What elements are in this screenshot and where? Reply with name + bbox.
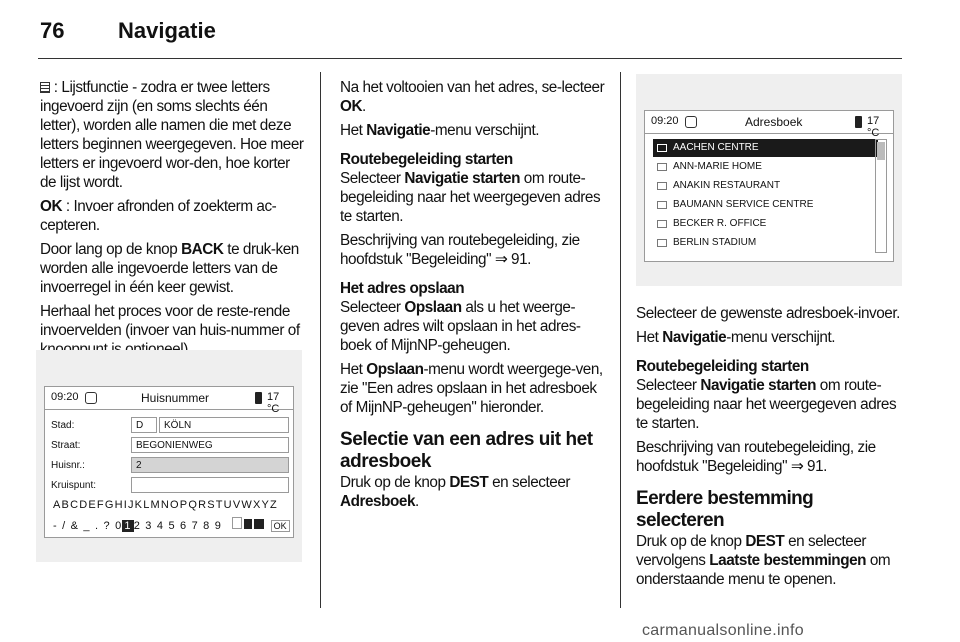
kruispunt-field[interactable] [131,477,289,493]
keyboard-selected-key[interactable]: 1 [124,520,132,532]
header-rule [38,58,902,59]
column-2: Na het voltooien van het adres, se-lecteer OK. Het Navigatie-menu verschijnt. Routebegeleiding starten Selecteer Navigatie starten om route-begeleiding naar het weergegeven adres te starten. Beschrijving van routebegeleiding, zie hoofdstuk "Begeleiding" ⇒ 91. Het adres opslaan Selecteer Opslaan als u het weerge-geven adres wilt opslaan in het adres-boek of MijnNP-geheugen. Het Opslaan-menu wordt weergege-ven, zie "Een adres opslaan in het adresboek of MijnNP-geheugen" hieronder. Selectie van een adres uit het adresboek Druk op de knop DEST en selecteer Adresboek. [340,79,605,510]
address-icon [657,144,667,152]
watermark: carmanualsonline.info [642,622,804,639]
field-straat: Straat: BEGONIENWEG [51,437,281,455]
address-item[interactable]: BERLIN STADIUM [653,234,878,252]
stad-city-field[interactable]: KÖLN [159,417,289,433]
screen-status-bar [645,111,893,139]
column-divider-1 [320,72,321,608]
repeat-paragraph: Herhaal het proces voor de reste-rende invoervelden (invoer van huis-nummer of [40,303,300,339]
cursor-icon[interactable] [244,519,252,529]
address-item[interactable]: ANAKIN RESTAURANT [653,177,878,195]
address-item[interactable]: ANN-MARIE HOME [653,158,878,176]
page-header [40,12,902,52]
huisnr-field[interactable]: 2 [131,457,289,473]
column-divider-2 [620,72,621,608]
list-icon [40,82,50,93]
screen-adresboek [644,110,894,262]
subheading-routebegeleiding: Routebegeleiding starten [340,151,513,168]
page-title: Navigatie [118,18,216,43]
list-scrollbar[interactable] [875,139,887,253]
screen-title: Adresboek [745,115,803,129]
straat-field[interactable]: BEGONIENWEG [131,437,289,453]
subheading-adres-opslaan: Het adres opslaan [340,280,465,297]
field-stad: Stad: D KÖLN [51,417,281,435]
column-1 [40,78,306,364]
field-kruispunt: Kruispunt: [51,477,281,495]
ok-key[interactable]: OK [271,520,290,532]
screen-image-adresboek [636,74,902,286]
scrollbar-thumb[interactable] [877,142,885,160]
clock-icon [685,116,697,130]
address-icon [657,220,667,228]
backspace-icon[interactable] [254,519,264,529]
ok-paragraph: OK : Invoer afronden of zoekterm ac-cepteren. [40,198,277,234]
screen-temperature: 17 °C [867,115,880,139]
list-function-paragraph: : Lijstfunctie - zodra er twee letters ingevoerd zijn (en soms slechts één letter), worden alle namen die met deze letters beginnen weergegeven. Hoe meer letters er ingevoerd wor-den, hoe korter de lijst wordt. [40,79,304,191]
address-icon [657,239,667,247]
keyboard-letters[interactable]: ABCDEFGHIJKLMNOPQRSTUVWXYZ [53,499,278,511]
address-icon [657,163,667,171]
stad-country-field[interactable]: D [131,417,157,433]
screen-image-huisnummer [36,350,302,562]
shift-icon[interactable] [232,517,242,529]
column-3: Selecteer de gewenste adresboek-invoer. Het Navigatie-menu verschijnt. Routebegeleiding starten Selecteer Navigatie starten om route-begeleiding naar het weergegeven adres te starten. Beschrijving van routebegeleiding, zie hoofdstuk "Begeleiding" ⇒ 91. Eerdere bestemming selecteren Druk op de knop DEST en selecteer vervolgens Laatste bestemmingen om onderstaande menu te openen. [636,304,902,594]
screen-title: Huisnummer [141,391,210,405]
back-paragraph: Door lang op de knop BACK te druk-ken worden alle ingevoerde letters van de invoerregel in één keer gewist. [40,241,299,296]
screen-time: 09:20 [651,115,679,127]
clock-icon [85,392,97,406]
subheading-routebegeleiding: Routebegeleiding starten [636,358,809,375]
phone-icon [255,392,262,405]
screen-time: 09:20 [51,391,79,403]
address-item[interactable]: BAUMANN SERVICE CENTRE [653,196,878,214]
address-item[interactable]: BECKER R. OFFICE [653,215,878,233]
screen-temperature: 17 °C [267,391,280,415]
page-number: 76 [40,18,65,43]
section-heading-eerdere-bestemming: Eerdere bestemming selecteren [636,488,814,531]
screen-status-bar [45,387,293,415]
screen-huisnummer [44,386,294,538]
field-huisnr: Huisnr.: 2 [51,457,281,475]
keyboard-digits[interactable]: - / & _ . ? 0 1 2 3 4 5 6 7 8 9 OK [53,517,290,532]
section-heading-adresboek: Selectie van een adres uit het adresboek [340,429,593,472]
address-icon [657,182,667,190]
address-item[interactable]: AACHEN CENTRE [653,139,878,157]
phone-icon [855,116,862,129]
address-icon [657,201,667,209]
